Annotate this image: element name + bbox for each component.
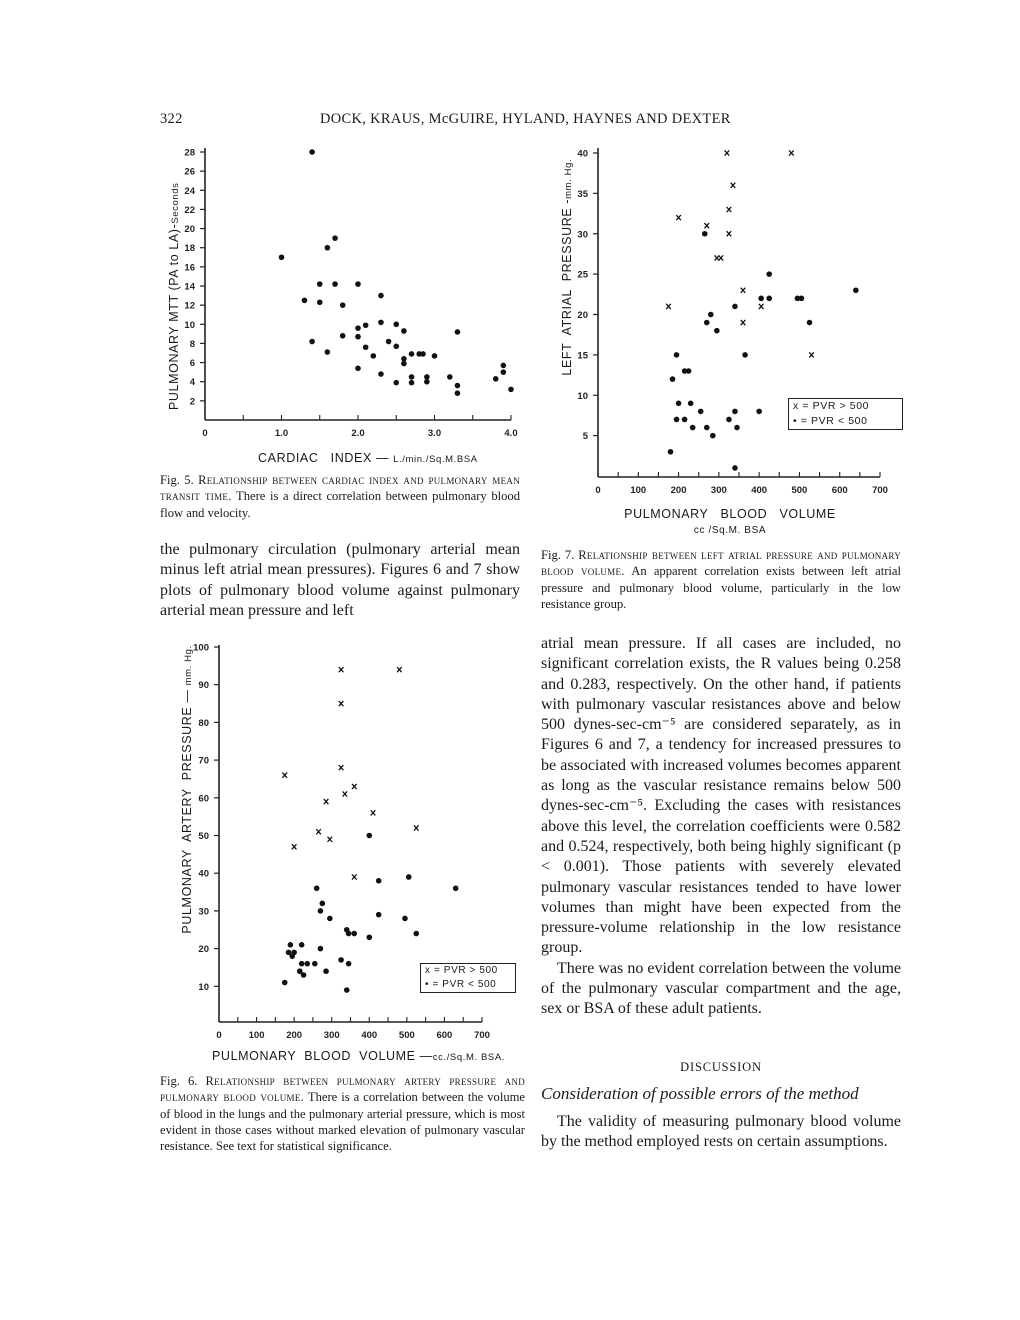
fig6-caption (160, 1073, 525, 1154)
fig6-point-dot (299, 961, 305, 967)
fig7-legend (788, 398, 903, 430)
fig6-caption-title: Relationship between pulmonary artery pressure and pulmonary blood volume. (160, 1074, 525, 1105)
fig5-point-dot (455, 383, 461, 389)
fig5-point-dot (501, 363, 507, 369)
fig6-xlabel-main: PULMONARY BLOOD VOLUME — (212, 1049, 433, 1063)
fig5-point-dot (416, 351, 422, 357)
fig7-point-dot (704, 320, 710, 326)
fig6-point-dot (453, 885, 459, 891)
fig7-point-dot (668, 449, 674, 455)
fig7-legend-x: x = PVR > 500 (793, 400, 870, 412)
fig6-y-tick-label: 50 (198, 831, 209, 842)
fig7-caption-text: An apparent correlation exists between left atrial pressure and pulmonary blood volume, particularly in the low resistance group. (541, 564, 901, 611)
right-column-text (541, 634, 901, 1020)
fig5-point-dot (508, 387, 514, 393)
fig7-point-dot (758, 296, 764, 302)
fig6-x-tick-label: 500 (398, 1030, 415, 1041)
fig7-point-dot (686, 368, 692, 374)
fig7-point-dot (732, 465, 738, 471)
fig7-xlabel-unit: cc /Sq.M. BSA (693, 525, 767, 536)
fig6-point-x (414, 825, 419, 830)
fig7-point-dot (674, 352, 680, 358)
fig7-x-tick-label: 600 (831, 485, 848, 496)
fig5-caption-label: Fig. 5. (160, 473, 194, 487)
fig6-legend-dot: • = PVR < 500 (425, 978, 497, 990)
fig5-point-dot (409, 351, 415, 357)
fig5-point-dot (325, 245, 331, 251)
fig6-point-dot (289, 953, 295, 959)
fig6-point-x (328, 837, 333, 842)
fig6-point-dot (338, 957, 344, 963)
discussion-text (541, 1112, 901, 1153)
running-header: DOCK, KRAUS, McGUIRE, HYLAND, HAYNES AND DEXTER (320, 111, 731, 127)
fig7-point-dot (698, 409, 704, 415)
fig7-point-dot (756, 409, 762, 415)
fig5-y-tick-label: 6 (189, 358, 195, 370)
fig6-point-x (352, 874, 357, 879)
fig6-ylabel-unit: mm. Hg. (183, 645, 194, 686)
fig7-x-tick-label: 500 (791, 485, 808, 496)
fig5-point-dot (279, 254, 285, 260)
fig7-point-x (725, 150, 730, 155)
fig5-point-dot (309, 339, 315, 345)
fig6-x-tick-label: 100 (248, 1030, 265, 1041)
fig7-point-dot (708, 312, 714, 318)
fig5-point-dot (386, 339, 392, 345)
fig6-point-dot (297, 968, 303, 974)
fig6-point-dot (402, 916, 408, 922)
fig5-caption (160, 472, 520, 521)
fig5-y-tick-label: 16 (184, 262, 195, 274)
fig7-y-tick-label: 35 (577, 188, 588, 200)
fig5-y-tick-label: 8 (189, 338, 195, 350)
fig5-y-tick-label: 10 (184, 319, 195, 331)
fig5-y-tick-label: 14 (184, 281, 195, 293)
fig6-y-tick-label: 60 (198, 793, 209, 805)
fig6-point-dot (413, 931, 419, 937)
fig6-caption-text: There is a correlation between the volume of blood in the lungs and the pulmonary arterial pressure, which is most evident in those cases without marked elevation of pulmonary vascular resistance. See text for statistical significance. (160, 1090, 526, 1154)
fig6-ylabel-main: PULMONARY ARTERY PRESSURE — (180, 689, 194, 934)
fig7-point-dot (853, 287, 859, 293)
left-column-text (160, 540, 520, 621)
fig5-point-dot (363, 322, 369, 328)
fig6-point-x (316, 829, 321, 834)
fig5-point-dot (309, 149, 315, 155)
fig5-point-dot (424, 374, 430, 380)
fig7-x-tick-label: 700 (872, 485, 888, 496)
fig6-y-tick-label: 100 (193, 642, 209, 654)
fig6-point-x (339, 701, 344, 706)
page-number: 322 (160, 111, 183, 127)
fig6-y-tick-label: 80 (198, 717, 209, 729)
fig6-point-dot (376, 912, 382, 918)
fig6-x-tick-label: 0 (216, 1030, 222, 1041)
fig6-point-x (343, 791, 348, 796)
fig6-point-dot (366, 833, 372, 839)
fig5-xlabel-unit: L./min./Sq.M.BSA (393, 454, 478, 465)
fig5-point-dot (409, 374, 415, 380)
fig6-y-tick-label: 10 (198, 981, 209, 993)
fig7-point-dot (688, 401, 694, 407)
fig7-point-x (809, 352, 814, 357)
fig7-point-dot (702, 231, 708, 237)
fig7-point-dot (670, 376, 676, 382)
fig7-point-dot (676, 401, 682, 407)
fig5-point-dot (371, 353, 377, 359)
fig6-x-tick-label: 300 (323, 1030, 340, 1041)
fig6-point-dot (286, 950, 292, 956)
fig7-point-dot (726, 417, 732, 423)
fig5-y-tick-label: 24 (184, 185, 195, 197)
fig5-x-tick-label: 2.0 (351, 428, 365, 439)
fig6-point-dot (351, 931, 357, 937)
fig7-point-x (789, 150, 794, 155)
fig6-legend (420, 963, 516, 993)
discussion-subheading: Consideration of possible errors of the method (541, 1084, 859, 1103)
fig5-y-tick-label: 4 (189, 377, 195, 389)
fig7-point-x (741, 320, 746, 325)
fig5-point-dot (501, 369, 507, 375)
fig6-point-dot (291, 950, 297, 956)
fig6-point-dot (320, 901, 326, 907)
fig7-y-tick-label: 10 (577, 390, 588, 402)
fig7-x-tick-label: 300 (710, 485, 727, 496)
fig6-point-dot (406, 874, 412, 880)
fig6-point-x (324, 799, 329, 804)
fig7-point-dot (732, 304, 738, 310)
fig6-point-dot (346, 961, 352, 967)
fig7-x-tick-label: 100 (630, 485, 647, 496)
fig5-point-dot (401, 328, 407, 334)
fig6-legend-x: x = PVR > 500 (425, 965, 498, 976)
fig6-point-x (292, 844, 297, 849)
fig6-x-tick-label: 700 (474, 1030, 490, 1041)
paragraph: There was no evident correlation between the volume of the pulmonary vascular compartment and the age, sex or BSA of these adult patients. (541, 959, 901, 1018)
fig5-point-dot (455, 390, 461, 396)
fig6-point-dot (366, 934, 372, 940)
fig6-point-x (282, 773, 287, 778)
fig7-point-dot (682, 417, 688, 423)
fig7-y-tick-label: 20 (577, 310, 588, 321)
fig6-point-x (339, 765, 344, 770)
paragraph: atrial mean pressure. If all cases are included, no significant correlation exists, the R values being 0.258 and 0.283, respectively. On the other hand, if patients with pulmonary vascular resistances above and below 500 dynes-sec-cm⁻⁵ are considered separately, as in Figures 6 and 7, a tendency for increased pressures to be associated with increased volumes becomes apparent as long as the vascular resistance remains below 500 dynes-sec-cm⁻⁵. Excluding the cases with resistances above this level, the correlation coefficients were 0.582 and 0.524, respectively, both being highly significant (p < 0.001). Those patients with severely elevated pulmonary vascular resistances tended to have lower volumes than might have been expected from the pressure-volume relationship in the low resistance group. (541, 635, 901, 957)
fig6-xlabel-unit: cc./Sq.M. BSA. (432, 1052, 506, 1063)
fig5-y-tick-label: 20 (184, 224, 195, 236)
fig5-point-dot (393, 380, 399, 386)
fig6-point-dot (299, 942, 305, 948)
fig6-point-dot (346, 931, 352, 937)
fig6-point-dot (312, 961, 318, 967)
fig7-point-x (676, 215, 681, 220)
fig7-point-x (759, 304, 764, 309)
fig5-y-tick-label: 26 (184, 166, 195, 178)
fig5-point-dot (409, 380, 415, 386)
fig7-y-tick-label: 30 (577, 229, 588, 241)
fig5-ylabel-main: PULMONARY MTT (PA to LA)- (167, 223, 181, 410)
fig5-point-dot (363, 344, 369, 350)
fig6-point-x (397, 667, 402, 672)
fig7-point-dot (799, 296, 805, 302)
fig7-y-tick-label: 40 (577, 148, 588, 160)
fig7-point-dot (690, 425, 696, 431)
fig6-caption-label: Fig. 6. (160, 1074, 198, 1088)
fig6-point-dot (323, 968, 329, 974)
fig6-y-tick-label: 70 (198, 755, 209, 767)
fig5-caption-title: Relationship between cardiac index and pulmonary mean transit time. (160, 473, 520, 504)
fig5-point-dot (325, 349, 331, 355)
fig5-point-dot (332, 235, 338, 241)
fig6-point-dot (318, 946, 324, 952)
paragraph: The validity of measuring pulmonary blood volume by the method employed rests on certain assumptions. (541, 1113, 901, 1151)
fig5-xlabel (258, 451, 478, 465)
fig5-caption-text: There is a direct correlation between pulmonary blood flow and velocity. (160, 489, 521, 520)
fig5-point-dot (420, 351, 426, 357)
fig7-ylabel-main: LEFT ATRIAL PRESSURE - (560, 198, 574, 376)
fig5-x-tick-label: 3.0 (427, 428, 442, 439)
fig6-point-dot (344, 927, 350, 933)
fig7-point-x (727, 231, 732, 236)
fig7-point-dot (807, 320, 813, 326)
fig5-point-dot (378, 371, 384, 377)
fig7-point-dot (742, 352, 748, 358)
fig5-point-dot (302, 298, 308, 304)
fig7-point-dot (704, 425, 710, 431)
fig5-point-dot (393, 321, 399, 327)
fig5-point-dot (378, 320, 384, 326)
fig5-point-dot (355, 334, 361, 340)
fig6-point-dot (344, 987, 350, 993)
fig5-point-dot (317, 299, 323, 305)
fig7-caption (541, 547, 901, 612)
fig6-y-tick-label: 40 (198, 868, 209, 880)
fig7-point-dot (714, 328, 720, 334)
fig7-point-dot (734, 425, 740, 431)
fig5-point-dot (455, 329, 461, 335)
fig5-point-dot (355, 325, 361, 331)
fig6-x-tick-label: 400 (361, 1030, 378, 1041)
fig6-y-tick-label: 30 (198, 906, 209, 918)
fig5-point-dot (447, 374, 453, 380)
fig7-y-tick-label: 5 (582, 431, 588, 443)
fig5-ylabel-unit: Seconds (170, 182, 181, 224)
paragraph: the pulmonary circulation (pulmonary arterial mean minus left atrial mean pressures). Figures 6 and 7 show plots of pulmonary blood volume against pulmonary arterial mean pressure and left (160, 541, 520, 619)
fig7-point-dot (674, 417, 680, 423)
fig5-point-dot (493, 376, 499, 382)
fig5-point-dot (401, 361, 407, 367)
fig5-point-dot (378, 293, 384, 299)
fig7-point-dot (766, 296, 772, 302)
fig5-point-dot (432, 353, 438, 359)
fig7-point-x (719, 255, 724, 260)
fig7-caption-label: Fig. 7. (541, 548, 575, 562)
fig5-point-dot (355, 281, 361, 287)
fig5-y-tick-label: 22 (184, 204, 195, 216)
fig7-point-dot (682, 368, 688, 374)
fig7-point-x (666, 304, 671, 309)
fig7-x-tick-label: 400 (751, 485, 768, 496)
fig6-point-dot (304, 961, 310, 967)
fig6-point-x (339, 667, 344, 672)
fig6-point-dot (288, 942, 294, 948)
fig5-y-tick-label: 28 (184, 147, 195, 159)
fig7-legend-dot: • = PVR < 500 (793, 415, 868, 427)
fig7-point-x (727, 207, 732, 212)
fig5-point-dot (340, 333, 346, 339)
fig7-y-tick-label: 25 (577, 269, 588, 281)
fig6-point-dot (314, 885, 320, 891)
fig5-point-dot (340, 302, 346, 308)
fig5-point-dot (424, 379, 430, 385)
fig7-xlabel-main: PULMONARY BLOOD VOLUME (624, 507, 836, 521)
fig6-point-dot (301, 972, 307, 978)
fig6-point-dot (376, 878, 382, 884)
fig7-point-dot (710, 433, 716, 439)
fig7-x-tick-label: 200 (670, 485, 687, 496)
fig5-point-dot (393, 344, 399, 350)
fig7-point-x (715, 255, 720, 260)
fig5-y-tick-label: 12 (184, 300, 195, 312)
fig6-point-x (371, 810, 376, 815)
fig7-point-dot (732, 409, 738, 415)
fig5-point-dot (317, 281, 323, 287)
fig6-point-dot (318, 908, 324, 914)
fig5-x-tick-label: 0 (202, 428, 208, 439)
fig6-point-dot (282, 980, 288, 986)
fig7-point-dot (766, 271, 772, 277)
discussion-heading: DISCUSSION (680, 1060, 762, 1074)
fig6-point-x (352, 784, 357, 789)
fig5-y-tick-label: 2 (189, 396, 195, 408)
fig7-caption-title: Relationship between left atrial pressure and pulmonary blood volume. (541, 548, 901, 579)
fig6-point-dot (327, 916, 333, 922)
fig5-point-dot (355, 366, 361, 372)
fig6-x-tick-label: 200 (286, 1030, 303, 1041)
fig7-ylabel-unit: mm. Hg. (563, 158, 574, 199)
fig6-x-tick-label: 600 (436, 1030, 453, 1041)
fig7-y-tick-label: 15 (577, 350, 588, 362)
fig5-y-tick-label: 18 (184, 243, 195, 255)
fig5-point-dot (401, 356, 407, 362)
fig5-x-tick-label: 4.0 (504, 428, 518, 439)
fig5-x-tick-label: 1.0 (274, 428, 289, 439)
fig5-xlabel-main: CARDIAC INDEX — (258, 451, 390, 465)
fig7-point-x (731, 183, 736, 188)
fig7-point-x (704, 223, 709, 228)
fig6-xlabel (212, 1049, 505, 1063)
fig7-point-dot (795, 296, 801, 302)
fig6-y-tick-label: 90 (198, 680, 209, 692)
fig7-point-x (741, 288, 746, 293)
fig7-x-tick-label: 0 (595, 485, 601, 496)
fig5-point-dot (332, 281, 338, 287)
fig6-y-tick-label: 20 (198, 944, 209, 956)
